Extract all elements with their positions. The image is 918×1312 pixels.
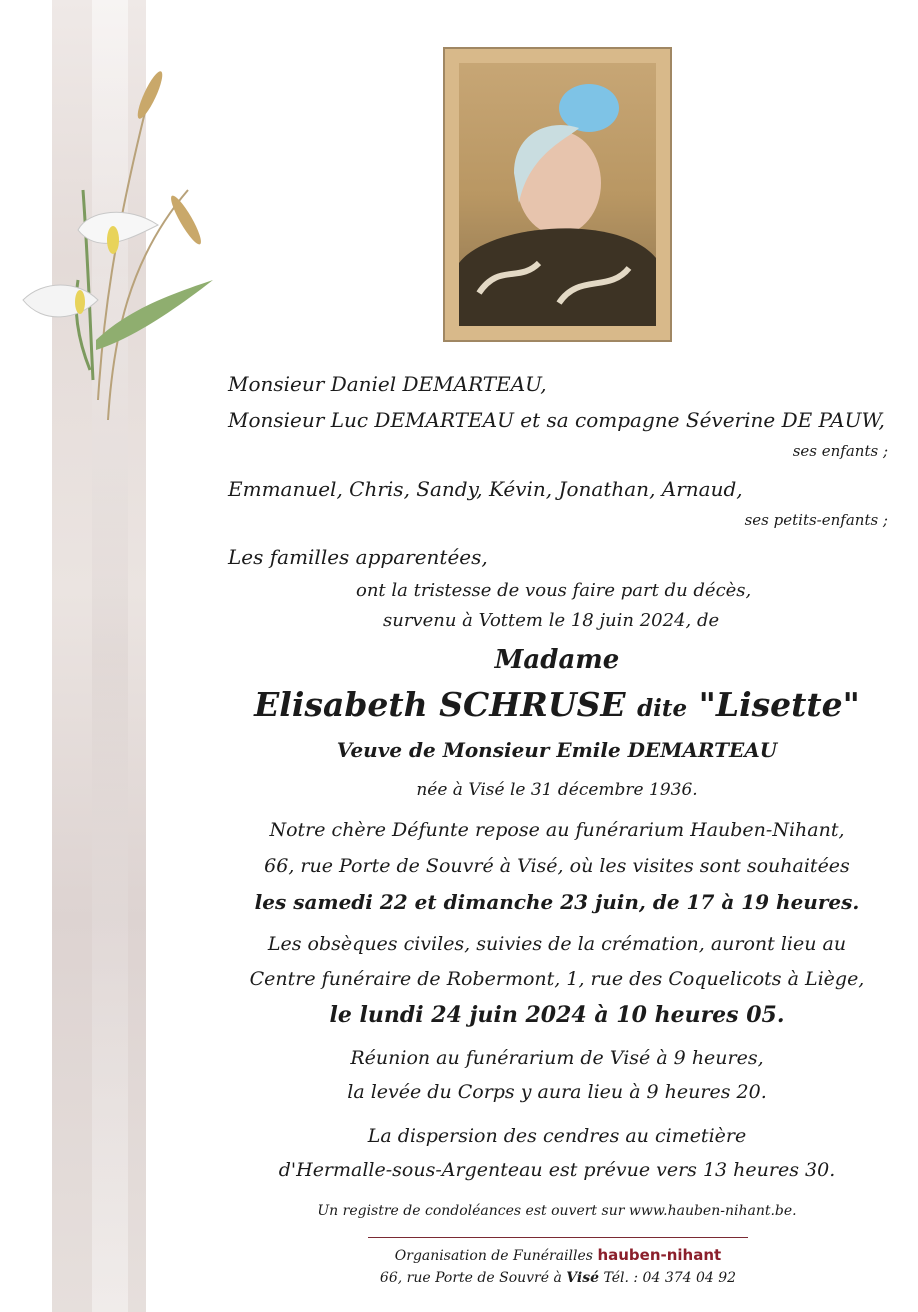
registry-note: Un registre de condoléances est ouvert sur www.hauben-nihant.be.: [317, 1203, 797, 1219]
lily-wheat-illustration: [18, 40, 218, 440]
portrait-photo: [459, 63, 656, 326]
dispersion-line-2: d'Hermalle-sous-Argenteau est prévue vers 13 heures 30.: [278, 1159, 836, 1181]
brand-logo: hauben-nihant: [597, 1246, 722, 1264]
grandchildren-label: ses petits-enfants ;: [744, 511, 888, 529]
visitation-dates: les samedi 22 et dimanche 23 juin, de 17 à 19 heures.: [254, 890, 860, 914]
portrait-illustration: [459, 63, 656, 326]
portrait-frame: [443, 47, 672, 342]
relatives-line: Les familles apparentées,: [228, 545, 488, 569]
meeting-line-2: la levée du Corps y aura lieu à 9 heures 20.: [347, 1081, 767, 1103]
birth-line: née à Visé le 31 décembre 1936.: [416, 780, 698, 800]
deceased-title: Madame: [494, 645, 620, 675]
dispersion-line-1: La dispersion des cendres au cimetière: [367, 1125, 747, 1147]
footer-city: Visé: [566, 1270, 600, 1286]
deceased-nickname: "Lisette": [698, 685, 860, 724]
footer-phone: Tél. : 04 374 04 92: [603, 1270, 737, 1286]
dite-label: dite: [637, 695, 688, 722]
funeral-line-2: Centre funéraire de Robermont, 1, rue des Coquelicots à Liège,: [249, 968, 865, 990]
family-line-1: Monsieur Daniel DEMARTEAU,: [228, 372, 547, 396]
children-label: ses enfants ;: [792, 442, 888, 460]
footer-address-line: [368, 1270, 748, 1286]
announcement-line-2: survenu à Vottem le 18 juin 2024, de: [383, 610, 720, 631]
deceased-name: Elisabeth SCHRUSE: [254, 685, 626, 724]
footer-org-line: [368, 1246, 748, 1264]
footer-address: 66, rue Porte de Souvré à: [379, 1270, 562, 1286]
meeting-line-1: Réunion au funérarium de Visé à 9 heures,: [350, 1047, 764, 1069]
widow-line: Veuve de Monsieur Emile DEMARTEAU: [336, 738, 778, 762]
grandchildren-line: Emmanuel, Chris, Sandy, Kévin, Jonathan, Arnaud,: [228, 477, 743, 501]
funeral-line-1: Les obsèques civiles, suivies de la crémation, auront lieu au: [267, 933, 847, 955]
footer-divider: [368, 1237, 748, 1238]
footer-org-prefix: Organisation de Funérailles: [394, 1248, 593, 1264]
visitation-line-1: Notre chère Défunte repose au funérarium Hauben-Nihant,: [269, 819, 845, 841]
announcement-line-1: ont la tristesse de vous faire part du décès,: [356, 580, 752, 601]
visitation-line-2: 66, rue Porte de Souvré à Visé, où les visites sont souhaitées: [264, 855, 850, 877]
family-line-2: Monsieur Luc DEMARTEAU et sa compagne Séverine DE PAUW,: [228, 408, 885, 432]
deceased-name-line: [226, 685, 888, 724]
funeral-date: le lundi 24 juin 2024 à 10 heures 05.: [329, 1002, 785, 1028]
